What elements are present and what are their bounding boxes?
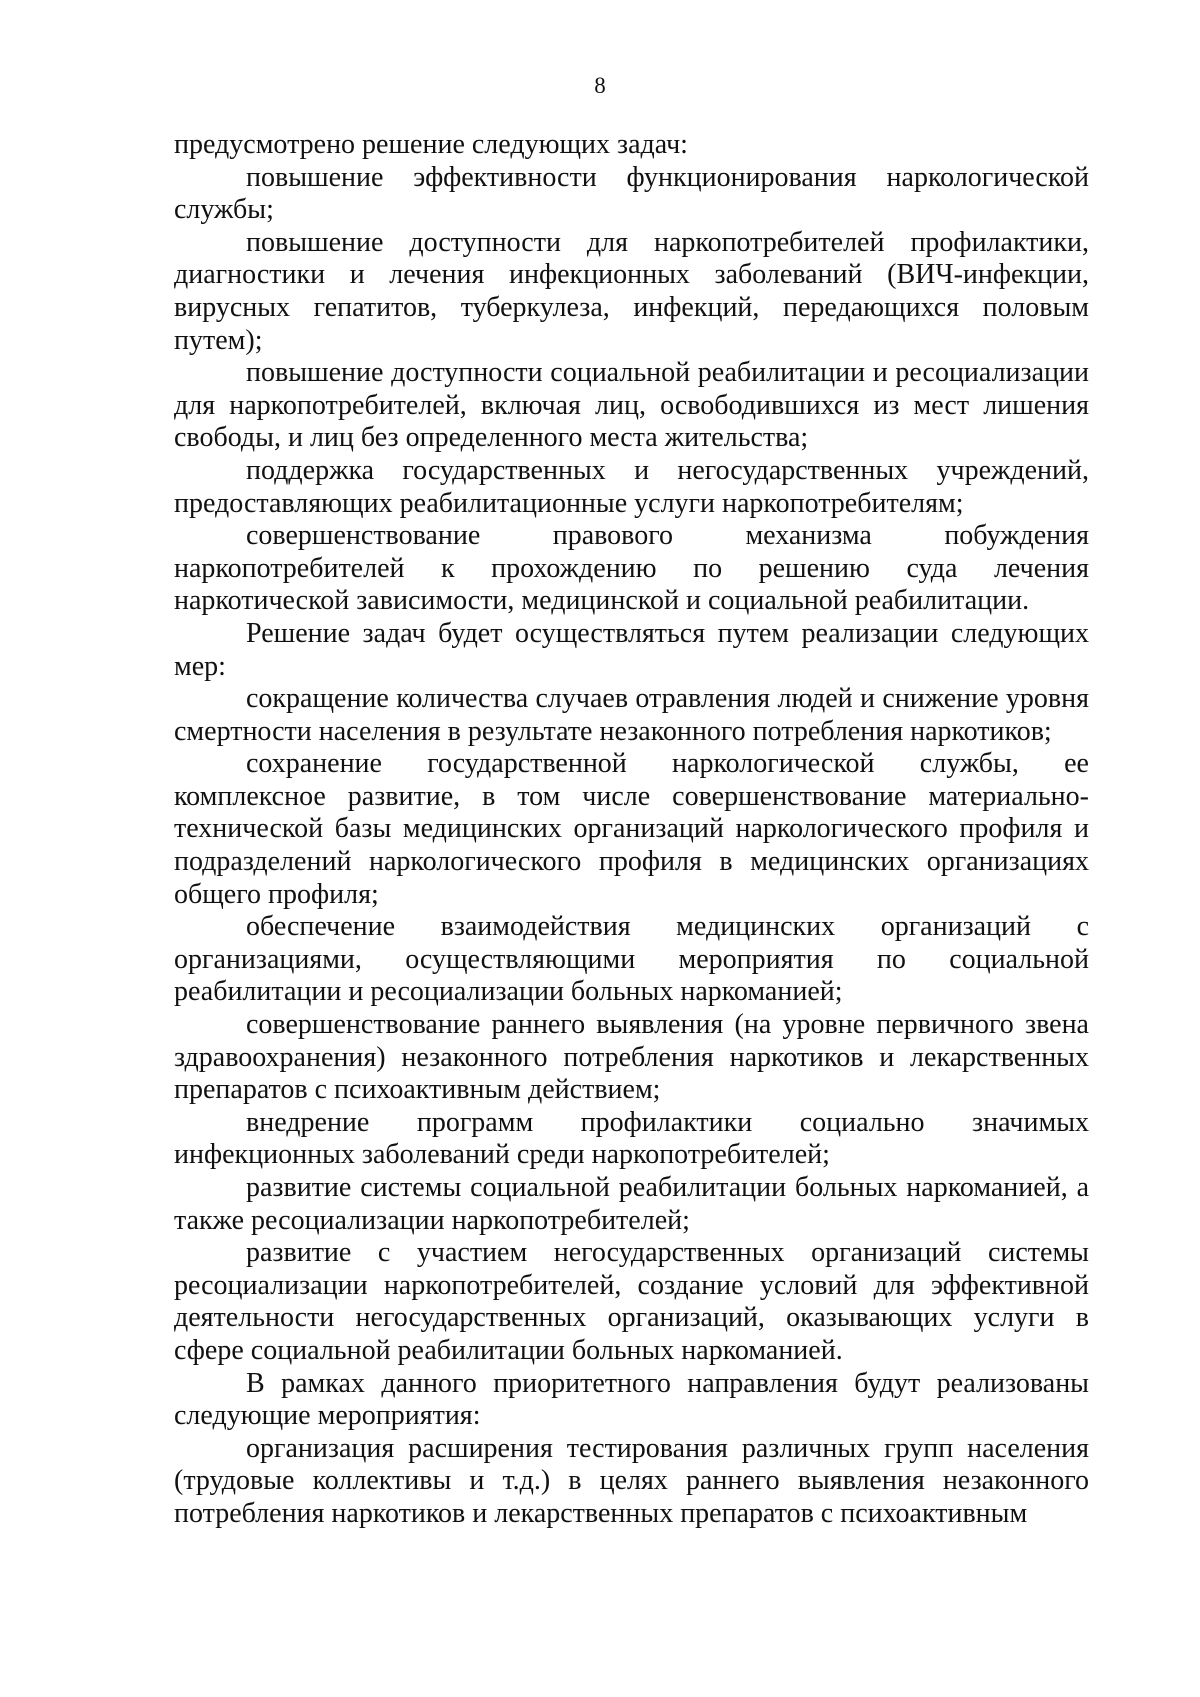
- paragraph-measure-service-development: сохранение государственной наркологической службы, ее комплексное развитие, в том числе совершенствование материально-технической базы медицинских организаций наркологического профиля и подразделений наркологического профиля в медицинских организациях общего профиля;: [174, 748, 1089, 910]
- document-body: [174, 129, 1089, 1531]
- paragraph-task-institution-support: поддержка государственных и негосударственных учреждений, предоставляющих реабилитационные услуги наркопотребителям;: [174, 454, 1089, 519]
- paragraph-activity-testing: организация расширения тестирования различных групп населения (трудовые коллективы и т.д.) в целях раннего выявления незаконного потребления наркотиков и лекарственных препаратов с психоактивным: [174, 1432, 1089, 1529]
- paragraph-measure-mortality: сокращение количества случаев отравления людей и снижение уровня смертности населения в результате незаконного потребления наркотиков;: [174, 683, 1089, 747]
- paragraph-measure-ngo-resocialization: развитие с участием негосударственных организаций системы ресоциализации наркопотребителей, создание условий для эффективной деятельности негосударственных организаций, оказывающих услуги в сфере социальной реабилитации больных наркоманией.: [174, 1237, 1089, 1366]
- paragraph-measures-intro: Решение задач будет осуществляться путем реализации следующих мер:: [174, 617, 1089, 682]
- paragraph-measure-cooperation: обеспечение взаимодействия медицинских организаций с организациями, осуществляющими мероприятия по социальной реабилитации и ресоциализации больных наркоманией;: [174, 911, 1089, 1008]
- paragraph-measure-prevention-programs: внедрение программ профилактики социально значимых инфекционных заболеваний среди наркопотребителей;: [174, 1106, 1089, 1171]
- paragraph-task-infection-access: повышение доступности для наркопотребителей профилактики, диагностики и лечения инфекционных заболеваний (ВИЧ-инфекции, вирусных гепатитов, туберкулеза, инфекций, передающихся половым путем);: [174, 226, 1089, 356]
- paragraph-task-rehabilitation-access: повышение доступности социальной реабилитации и ресоциализации для наркопотребителей, включая лиц, освободившихся из мест лишения свободы, и лиц без определенного места жительства;: [174, 357, 1089, 454]
- paragraph-measure-early-detection: совершенствование раннего выявления (на уровне первичного звена здравоохранения) незаконного потребления наркотиков и лекарственных препаратов с психоактивным действием;: [174, 1009, 1089, 1106]
- paragraph-measure-rehabilitation-system: развитие системы социальной реабилитации больных наркоманией, а также ресоциализации наркопотребителей;: [174, 1172, 1089, 1236]
- paragraph-activities-intro: В рамках данного приоритетного направления будут реализованы следующие мероприятия:: [174, 1367, 1089, 1432]
- paragraph-tasks-intro: предусмотрено решение следующих задач:: [174, 129, 688, 160]
- paragraph-task-legal-mechanism: совершенствование правового механизма побуждения наркопотребителей к прохождению по решению суда лечения наркотической зависимости, медицинской и социальной реабилитации.: [174, 520, 1089, 617]
- page-number: 8: [594, 73, 606, 98]
- paragraph-task-efficiency: повышение эффективности функционирования наркологической службы;: [174, 161, 1089, 226]
